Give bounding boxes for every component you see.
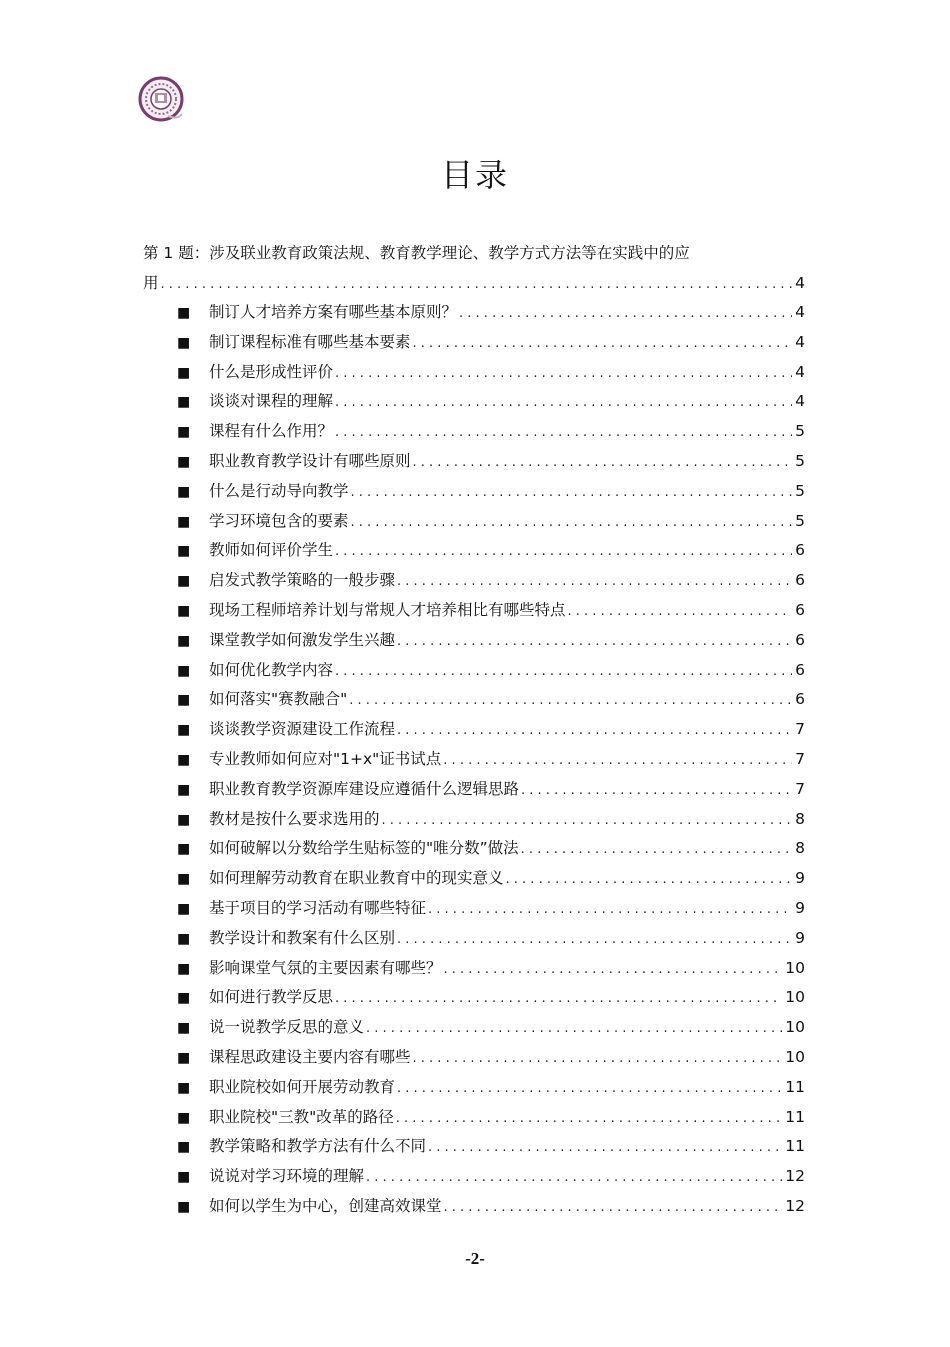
square-bullet-icon: ■ xyxy=(177,543,191,560)
dot-leader xyxy=(521,835,792,865)
square-bullet-icon: ■ xyxy=(177,453,191,470)
square-bullet-icon: ■ xyxy=(177,573,191,590)
toc-entry-label: 职业教育教学设计有哪些原则 xyxy=(209,451,411,470)
dot-leader xyxy=(444,1193,783,1223)
square-bullet-icon: ■ xyxy=(177,960,191,977)
dot-leader xyxy=(335,418,792,448)
dot-leader xyxy=(459,299,792,329)
toc-entry[interactable] xyxy=(143,834,805,864)
toc-entry[interactable] xyxy=(143,745,805,775)
toc-entry-page: 12 xyxy=(785,1196,805,1215)
toc-heading-line2[interactable] xyxy=(143,268,805,298)
dot-leader xyxy=(506,865,792,895)
toc-entry-label: 专业教师如何应对"1+x"证书试点 xyxy=(209,749,442,768)
toc-entry-label: 课程有什么作用？ xyxy=(209,422,334,441)
toc-entry[interactable] xyxy=(143,417,805,447)
square-bullet-icon: ■ xyxy=(177,751,191,768)
dot-leader xyxy=(413,329,792,359)
toc-entry[interactable] xyxy=(143,1162,805,1192)
square-bullet-icon: ■ xyxy=(177,692,191,709)
dot-leader xyxy=(413,1044,783,1074)
toc-entry-label: 如何理解劳动教育在职业教育中的现实意义 xyxy=(209,869,504,888)
toc-entry-page: 10 xyxy=(785,1047,805,1066)
toc-entry-label: 什么是行动导向教学 xyxy=(209,481,349,500)
toc-entry-label: 谈谈教学资源建设工作流程 xyxy=(209,720,396,739)
toc-entry-page: 4 xyxy=(795,362,805,381)
toc-entry-page: 11 xyxy=(785,1107,805,1126)
toc-entry-page: 9 xyxy=(795,869,805,888)
toc-entry-page: 5 xyxy=(795,451,805,470)
toc-entry-page: 10 xyxy=(785,1018,805,1037)
toc-entry-label: 说说对学习环境的理解 xyxy=(209,1167,365,1186)
toc-entry[interactable] xyxy=(143,1132,805,1162)
dot-leader xyxy=(382,806,792,836)
square-bullet-icon: ■ xyxy=(177,1169,191,1186)
toc-entry-page: 10 xyxy=(785,988,805,1007)
dot-leader xyxy=(335,388,792,418)
toc-entry-label: 教材是按什么要求选用的 xyxy=(209,809,380,828)
dot-leader xyxy=(397,567,792,597)
toc-entry[interactable] xyxy=(143,894,805,924)
table-of-contents xyxy=(143,238,805,1222)
toc-entry-label: 如何落实"赛教融合" xyxy=(209,690,348,709)
dot-leader xyxy=(161,270,792,300)
page-number-footer: -2- xyxy=(465,1249,485,1268)
toc-entry[interactable] xyxy=(143,983,805,1013)
dot-leader xyxy=(335,537,792,567)
toc-entry[interactable] xyxy=(143,447,805,477)
dot-leader xyxy=(335,657,792,687)
dot-leader xyxy=(397,627,792,657)
university-seal-logo xyxy=(138,76,184,122)
square-bullet-icon: ■ xyxy=(177,900,191,917)
toc-entry-label: 如何破解以分数给学生贴标签的"唯分数”做法 xyxy=(209,839,519,858)
square-bullet-icon: ■ xyxy=(177,483,191,500)
toc-entry-page: 5 xyxy=(795,481,805,500)
dot-leader xyxy=(397,716,792,746)
dot-leader xyxy=(428,1133,782,1163)
toc-entry[interactable] xyxy=(143,715,805,745)
toc-entry-page: 5 xyxy=(795,511,805,530)
dot-leader xyxy=(413,448,792,478)
square-bullet-icon: ■ xyxy=(177,990,191,1007)
toc-entry[interactable] xyxy=(143,864,805,894)
toc-entry-page: 11 xyxy=(785,1137,805,1156)
toc-entry[interactable] xyxy=(143,1043,805,1073)
toc-entry[interactable] xyxy=(143,685,805,715)
toc-entry[interactable] xyxy=(143,596,805,626)
square-bullet-icon: ■ xyxy=(177,632,191,649)
toc-entry-page: 6 xyxy=(795,600,805,619)
toc-entry-page: 7 xyxy=(795,749,805,768)
square-bullet-icon: ■ xyxy=(177,1109,191,1126)
toc-entry[interactable] xyxy=(143,298,805,328)
toc-entry[interactable] xyxy=(143,566,805,596)
toc-entry-page: 5 xyxy=(795,422,805,441)
toc-entry[interactable] xyxy=(143,387,805,417)
toc-entry-label: 如何进行教学反思 xyxy=(209,988,334,1007)
toc-entry-label: 启发式教学策略的一般步骤 xyxy=(209,571,396,590)
toc-entry-label: 制订课程标准有哪些基本要素 xyxy=(209,332,411,351)
toc-entry-label: 基于项目的学习活动有哪些特征 xyxy=(209,898,427,917)
toc-entry-page: 12 xyxy=(785,1167,805,1186)
toc-heading-page: 4 xyxy=(795,274,805,292)
toc-entry[interactable] xyxy=(143,507,805,537)
toc-entry[interactable] xyxy=(143,954,805,984)
toc-entry-page: 4 xyxy=(795,303,805,321)
square-bullet-icon: ■ xyxy=(177,722,191,739)
dot-leader xyxy=(568,597,792,627)
square-bullet-icon: ■ xyxy=(177,871,191,888)
square-bullet-icon: ■ xyxy=(177,841,191,858)
dot-leader xyxy=(397,925,792,955)
toc-entry[interactable] xyxy=(143,1073,805,1103)
toc-entry-page: 6 xyxy=(795,630,805,649)
toc-entry[interactable] xyxy=(143,358,805,388)
toc-entry-label: 教师如何评价学生 xyxy=(209,541,334,560)
square-bullet-icon: ■ xyxy=(177,424,191,441)
square-bullet-icon: ■ xyxy=(177,305,191,321)
toc-entry-label: 职业院校"三教"改革的路径 xyxy=(209,1107,394,1126)
toc-entry[interactable] xyxy=(143,626,805,656)
toc-entry[interactable] xyxy=(143,656,805,686)
toc-entry-page: 7 xyxy=(795,720,805,739)
toc-entry-page: 8 xyxy=(795,809,805,828)
toc-entry-list xyxy=(143,298,805,1222)
toc-entry-page: 9 xyxy=(795,928,805,947)
toc-heading-continuation: 用 xyxy=(143,274,159,292)
square-bullet-icon: ■ xyxy=(177,781,191,798)
toc-heading-line1[interactable]: 第 1 题：涉及联业教育政策法规、教育教学理论、教学方式方法等在实践中的应 xyxy=(143,244,690,262)
toc-entry-page: 4 xyxy=(795,332,805,351)
square-bullet-icon: ■ xyxy=(177,1079,191,1096)
toc-entry-page: 11 xyxy=(785,1077,805,1096)
square-bullet-icon: ■ xyxy=(177,602,191,619)
dot-leader xyxy=(366,1014,782,1044)
toc-entry[interactable] xyxy=(143,924,805,954)
square-bullet-icon: ■ xyxy=(177,1049,191,1066)
toc-entry-page: 6 xyxy=(795,571,805,590)
square-bullet-icon: ■ xyxy=(177,334,191,351)
toc-entry-page: 6 xyxy=(795,541,805,560)
toc-entry-label: 说一说教学反思的意义 xyxy=(209,1018,365,1037)
toc-entry[interactable] xyxy=(143,1013,805,1043)
dot-leader xyxy=(349,686,792,716)
dot-leader xyxy=(366,1163,782,1193)
toc-entry[interactable] xyxy=(143,477,805,507)
toc-entry-page: 9 xyxy=(795,898,805,917)
toc-entry-label: 现场工程师培养计划与常规人才培养相比有哪些特点 xyxy=(209,600,566,619)
toc-entry-label: 学习环境包含的要素 xyxy=(209,511,349,530)
toc-entry-label: 教学策略和教学方法有什么不同 xyxy=(209,1137,427,1156)
square-bullet-icon: ■ xyxy=(177,364,191,381)
toc-entry-label: 职业院校如何开展劳动教育 xyxy=(209,1077,396,1096)
dot-leader xyxy=(521,776,792,806)
toc-entry-page: 7 xyxy=(795,779,805,798)
toc-entry-label: 如何以学生为中心，创建高效课堂 xyxy=(209,1196,442,1215)
dot-leader xyxy=(444,955,783,985)
square-bullet-icon: ■ xyxy=(177,662,191,679)
toc-entry-label: 如何优化教学内容 xyxy=(209,660,334,679)
square-bullet-icon: ■ xyxy=(177,1198,191,1215)
toc-entry-page: 10 xyxy=(785,958,805,977)
dot-leader xyxy=(397,1074,782,1104)
dot-leader xyxy=(335,984,782,1014)
dot-leader xyxy=(443,746,792,776)
toc-entry-label: 职业教育教学资源库建设应遵循什么逻辑思路 xyxy=(209,779,520,798)
dot-leader xyxy=(335,359,792,389)
toc-entry-label: 谈谈对课程的理解 xyxy=(209,392,334,411)
toc-entry-label: 课堂教学如何激发学生兴趣 xyxy=(209,630,396,649)
toc-entry[interactable] xyxy=(143,805,805,835)
square-bullet-icon: ■ xyxy=(177,1139,191,1156)
toc-entry[interactable] xyxy=(143,536,805,566)
dot-leader xyxy=(351,478,792,508)
toc-entry-label: 课程思政建设主要内容有哪些 xyxy=(209,1047,411,1066)
toc-entry[interactable] xyxy=(143,328,805,358)
toc-entry-page: 4 xyxy=(795,392,805,411)
dot-leader xyxy=(351,508,792,538)
toc-entry[interactable] xyxy=(143,775,805,805)
toc-entry[interactable] xyxy=(143,1192,805,1222)
square-bullet-icon: ■ xyxy=(177,1020,191,1037)
page-title: 目录 xyxy=(440,156,509,194)
square-bullet-icon: ■ xyxy=(177,513,191,530)
toc-entry[interactable] xyxy=(143,1103,805,1133)
toc-entry-page: 6 xyxy=(795,660,805,679)
square-bullet-icon: ■ xyxy=(177,930,191,947)
dot-leader xyxy=(396,1104,783,1134)
square-bullet-icon: ■ xyxy=(177,811,191,828)
toc-entry-label: 影响课堂气氛的主要因素有哪些？ xyxy=(209,958,442,977)
dot-leader xyxy=(428,895,792,925)
toc-entry-label: 教学设计和教案有什么区别 xyxy=(209,928,396,947)
toc-entry-page: 8 xyxy=(795,839,805,858)
square-bullet-icon: ■ xyxy=(177,394,191,411)
toc-entry-label: 制订人才培养方案有哪些基本原则？ xyxy=(209,303,458,321)
toc-entry-label: 什么是形成性评价 xyxy=(209,362,334,381)
toc-entry-page: 6 xyxy=(795,690,805,709)
